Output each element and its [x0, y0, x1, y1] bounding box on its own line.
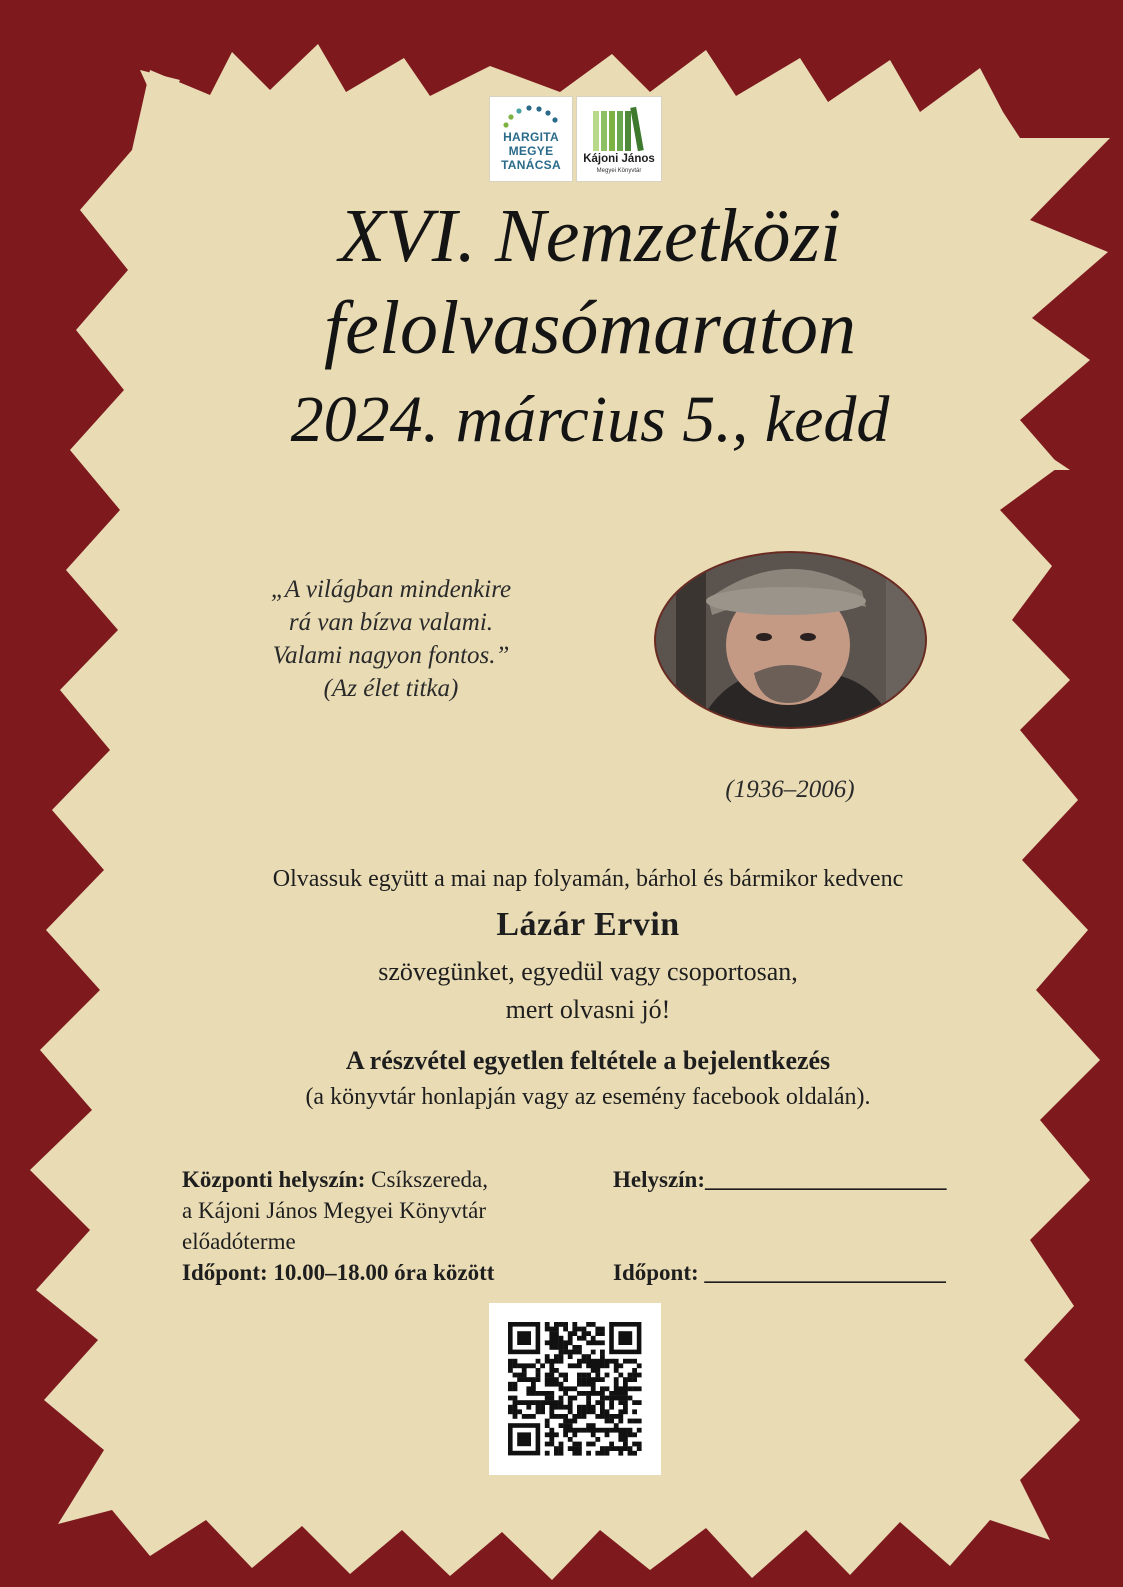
central-venue-label: Központi helyszín: — [182, 1167, 366, 1192]
participation-condition: A részvétel egyetlen feltétele a bejelentkezés — [345, 1046, 831, 1075]
dots-arc-icon — [500, 105, 562, 129]
central-venue-city: Csíkszereda, — [365, 1167, 489, 1192]
central-venue-line-1 — [182, 1164, 582, 1195]
invitation-line-3: mert olvasni jó! — [505, 995, 671, 1024]
title-line-1: XVI. Nemzetközi — [338, 194, 842, 278]
event-date: 2024. március 5., kedd — [290, 383, 890, 456]
author-name: Lázár Ervin — [496, 906, 680, 943]
quote-line-3: Valami nagyon fontos.” — [272, 642, 510, 669]
hargita-logo-line-1: HARGITA — [503, 130, 559, 144]
kajoni-logo-name: Kájoni János — [583, 153, 655, 165]
quote-source: (Az élet titka) — [323, 675, 459, 702]
hargita-logo-line-2: MEGYE — [508, 144, 554, 158]
central-venue — [182, 1164, 582, 1288]
invitation-line-1: Olvassuk együtt a mai nap folyamán, bárhol és bármikor kedvenc — [272, 866, 904, 892]
central-venue-line-2: a Kájoni János Megyei Könyvtár — [182, 1198, 487, 1223]
portrait-photo-icon — [656, 553, 927, 729]
invitation-line-2: szövegünket, egyedül vagy csoportosan, — [378, 957, 798, 986]
qr-code[interactable] — [489, 1303, 661, 1475]
quote-line-2: rá van bízva valami. — [288, 609, 494, 636]
hargita-logo-line-3: TANÁCSA — [501, 158, 561, 172]
qr-code-icon — [489, 1303, 661, 1475]
central-venue-time: Időpont: 10.00–18.00 óra között — [182, 1260, 495, 1285]
quote-line-1: „A világban mindenkire — [270, 576, 512, 603]
local-venue — [613, 1164, 1003, 1288]
local-venue-place: Helyszín:_____________________ — [613, 1167, 947, 1192]
kajoni-logo-subtitle: Megyei Könyvtár — [596, 168, 642, 174]
books-icon — [591, 103, 649, 151]
author-years: (1936–2006) — [725, 776, 855, 803]
title-line-2: felolvasómaraton — [324, 286, 856, 370]
author-portrait — [654, 551, 927, 729]
central-venue-line-3: előadóterme — [182, 1229, 296, 1254]
participation-note: (a könyvtár honlapján vagy az esemény facebook oldalán). — [305, 1084, 871, 1110]
local-venue-time: Időpont: _____________________ — [613, 1260, 946, 1285]
kajoni-library-logo — [576, 96, 662, 182]
hargita-county-council-logo — [489, 96, 573, 182]
